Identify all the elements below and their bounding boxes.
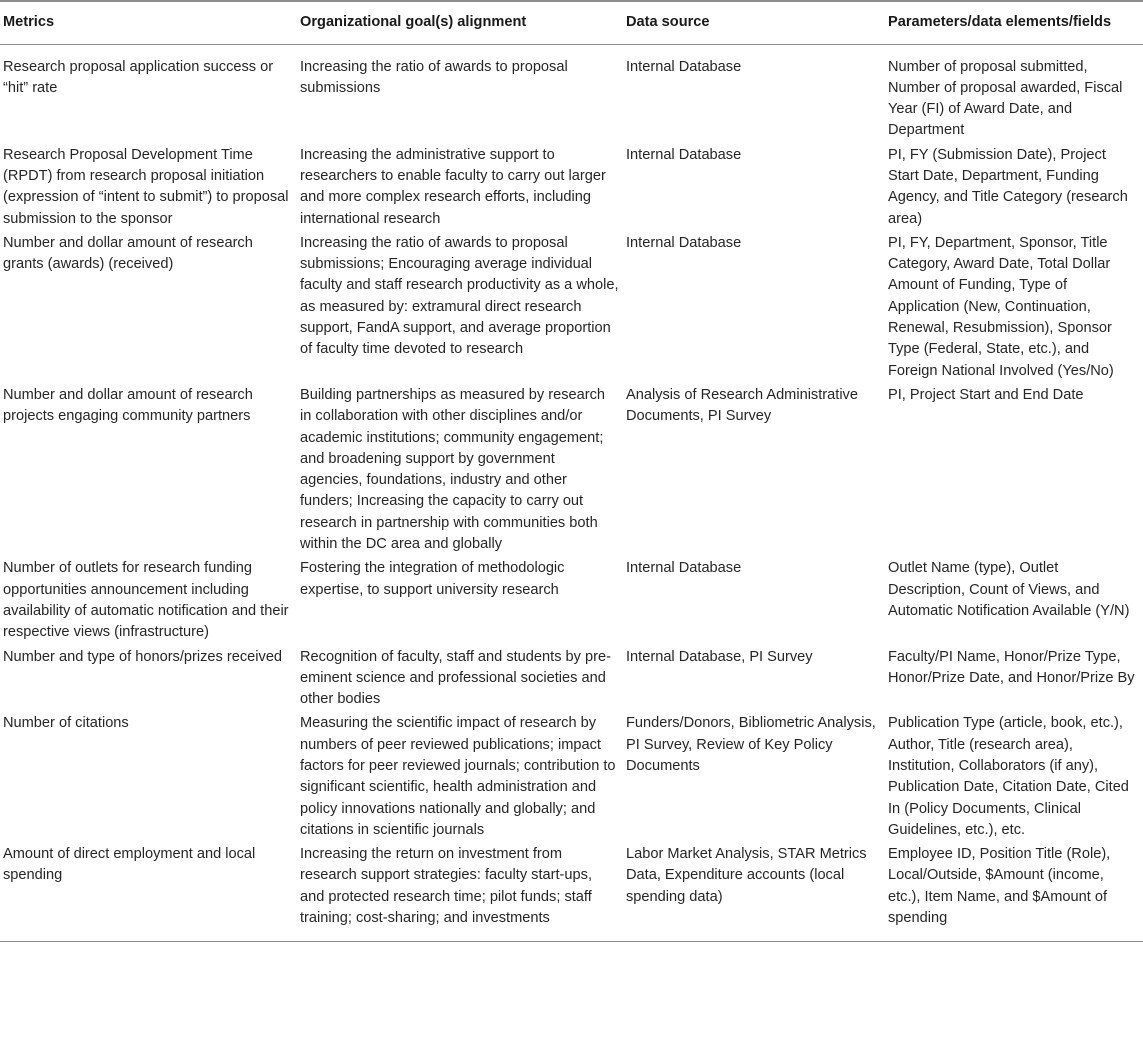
source-cell: Internal Database [626,58,742,75]
table-row [0,558,1143,646]
source-cell: Internal Database [626,146,742,163]
params-cell: PI, Project Start and End Date [888,386,1084,403]
metric-cell: Amount of direct employment and local spending [0,844,297,942]
header-parameters: Parameters/data elements/fields [885,1,1143,44]
goal-cell: Increasing the return on investment from research support strategies: faculty start-ups, and protected research time; pilot funds; staff training; cost-sharing; and investments [297,844,623,942]
metric-cell: Number of outlets for research funding opportunities announcement including availability of automatic notification and their respective views (infrastructure) [3,560,289,641]
table-body [0,44,1143,942]
params-cell: Faculty/PI Name, Honor/Prize Type, Honor/Prize Date, and Honor/Prize By [888,648,1135,686]
source-cell: Labor Market Analysis, STAR Metrics Data, Expenditure accounts (local spending data) [623,844,885,942]
table-row [0,844,1143,942]
table-row [0,385,1143,558]
table-row [0,713,1143,844]
metric-cell: Number and dollar amount of research projects engaging community partners [3,386,253,425]
source-cell: Funders/Donors, Bibliometric Analysis, PI Survey, Review of Key Policy Documents [626,715,876,774]
header-goal-alignment: Organizational goal(s) alignment [297,1,623,44]
header-data-source: Data source [623,1,885,44]
metric-cell: Research proposal application success or “hit” rate [3,58,274,96]
params-cell: PI, FY, Department, Sponsor, Title Category, Award Date, Total Dollar Amount of Funding, Type of Application (New, Continuation, Renewal, Resubmission), Sponsor Type (Federal, State, etc.), and Foreign National Involved (Yes/No) [888,234,1114,379]
goal-cell: Building partnerships as measured by research in collaboration with other disciplines and/or academic institutions; community engagement; and broadening support by government agencies, foundations, industry and other funders; Increasing the capacity to carry out research in partnership with communities both within the DC area and globally [300,386,606,553]
metric-cell: Number of citations [3,715,129,732]
table-row [0,647,1143,714]
params-cell: Employee ID, Position Title (Role), Local/Outside, $Amount (income, etc.), Item Name, and $Amount of spending [885,844,1143,942]
params-cell: Outlet Name (type), Outlet Description, Count of Views, and Automatic Notification Available (Y/N) [888,560,1130,619]
source-cell: Internal Database, PI Survey [626,648,813,665]
metric-cell: Number and dollar amount of research grants (awards) (received) [3,234,253,273]
table-row [0,233,1143,385]
table-row [0,145,1143,233]
goal-cell: Recognition of faculty, staff and students by pre-eminent science and professional societies and other bodies [300,648,611,708]
params-cell: Number of proposal submitted, Number of proposal awarded, Fiscal Year (FI) of Award Date, and Department [888,58,1123,139]
table-row [0,44,1143,145]
goal-cell: Increasing the ratio of awards to proposal submissions; Encouraging average individual faculty and staff research productivity as a whole, as measured by: extramural direct research support, FandA support, and average proportion of faculty time devoted to research [300,234,619,358]
source-cell: Analysis of Research Administrative Documents, PI Survey [626,386,858,425]
table-header [0,1,1143,44]
metric-cell: Research Proposal Development Time (RPDT) from research proposal initiation (expression of “intent to submit”) to proposal submission to the sponsor [3,146,289,227]
goal-cell: Fostering the integration of methodologic expertise, to support university research [300,560,565,598]
header-row [0,1,1143,44]
goal-cell: Increasing the administrative support to researchers to enable faculty to carry out larger and more complex research efforts, including international research [300,146,606,227]
source-cell: Internal Database [626,234,742,251]
goal-cell: Measuring the scientific impact of research by numbers of peer reviewed publications; impact factors for peer reviewed journals; contribution to significant scientific, health administration and policy innovations nationally and globally; and citations in scientific journals [300,715,616,838]
metric-cell: Number and type of honors/prizes received [3,648,283,665]
params-cell: Publication Type (article, book, etc.), Author, Title (research area), Institution, Collaborators (if any), Publication Date, Citation Date, Cited In (Policy Documents, Clinical Guidelines, etc.), etc. [888,715,1129,838]
source-cell: Internal Database [626,560,742,577]
params-cell: PI, FY (Submission Date), Project Start Date, Department, Funding Agency, and Title Category (research area) [888,146,1128,227]
header-metrics: Metrics [0,1,297,44]
goal-cell: Increasing the ratio of awards to proposal submissions [300,58,568,96]
